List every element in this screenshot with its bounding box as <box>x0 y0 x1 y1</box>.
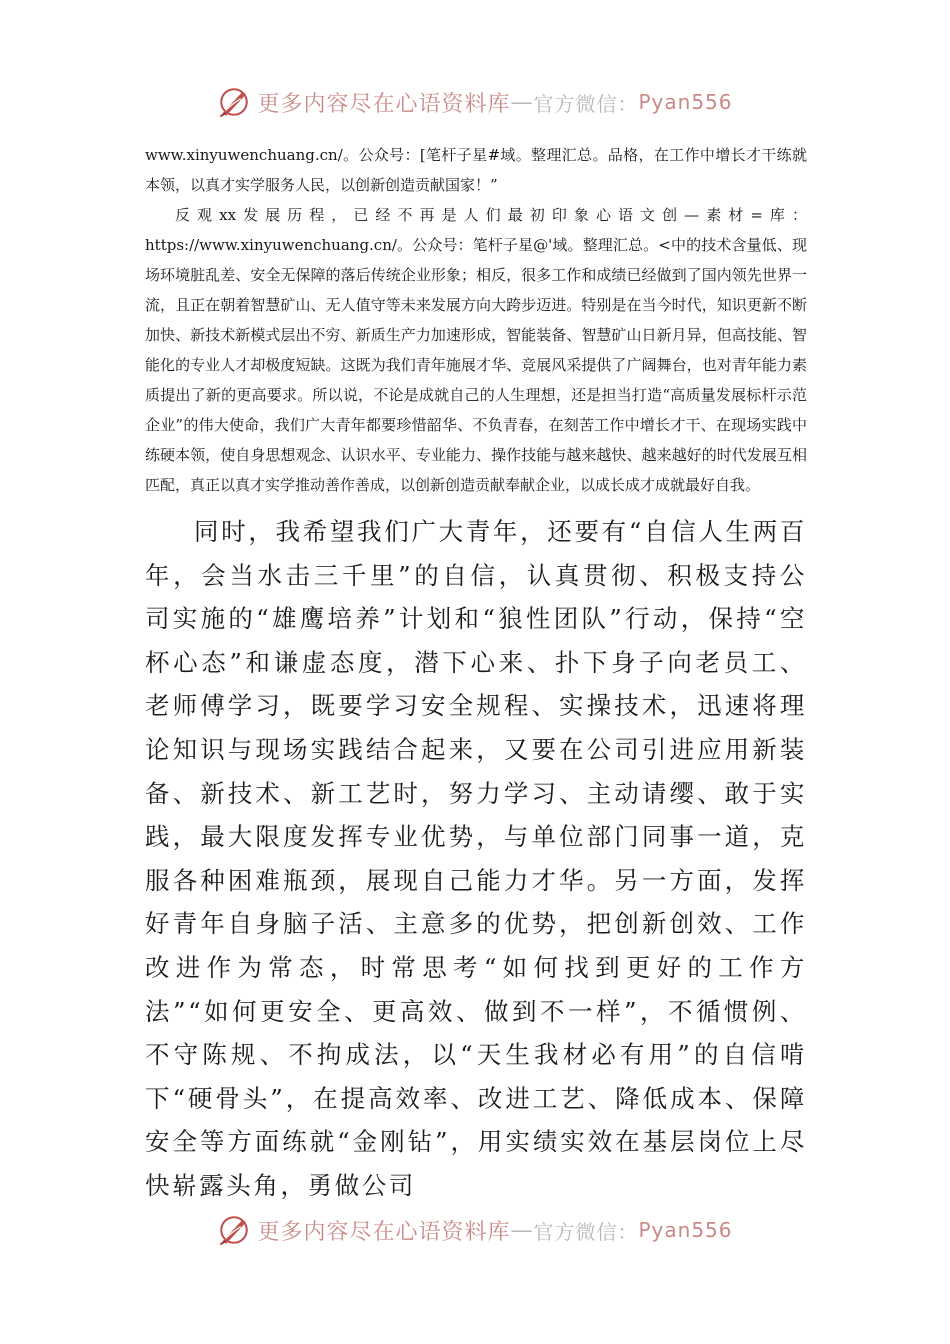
banner-wechat-label: 官方微信： <box>533 91 639 116</box>
banner-title: 更多内容尽在心语资料库 <box>257 1219 511 1245</box>
banner-dash: — <box>510 1217 534 1243</box>
banner-wechat-id: Pyan556 <box>638 1218 733 1242</box>
footer-banner <box>0 1210 950 1250</box>
paragraph-3: 同时，我希望我们广大青年，还要有“自信人生两百年，会当水击三千里”的自信，认真贯彻、积极支持公司实施的“雄鹰培养”计划和“狼性团队”行动，保持“空杯心态”和谦虚态度，潜下心来、扑下身子向老员工、老师傅学习，既要学习安全规程、实操技术，迅速将理论知识与现场实践结合起来，又要在公司引进应用新装备、新技术、新工艺时，努力学习、主动请缨、敢于实践，最大限度发挥专业优势，与单位部门同事一道，克服各种困难瓶颈，展现自己能力才华。另一方面，发挥好青年自身脑子活、主意多的优势，把创新创效、工作改进作为常态，时常思考“如何找到更好的工作方法”“如何更安全、更高效、做到不一样”，不循惯例、不守陈规、不拘成法，以“天生我材必有用”的自信啃下“硬骨头”，在提高效率、改进工艺、降低成本、保障安全等方面练就“金刚钻”，用实绩实效在基层岗位上尽快崭露头角，勇做公司 <box>145 517 807 1200</box>
paragraph-2: 反观xx发展历程，已经不再是人们最初印象心语文创—素材=库：https://www.xinyuwenchuang.cn/。公众号：笔杆子星@'域。整理汇总。<中的技术含量低、现场环境脏乱差、安全无保障的落后传统企业形象；相反，很多工作和成绩已经做到了国内领先世界一流，且正在朝着智慧矿山、无人值守等未来发展方向大跨步迈进。特别是在当今时代，知识更新不断加快、新技术新模式层出不穷、新质生产力加速形成，智能装备、智慧矿山日新月异，但高技能、智能化的专业人才却极度短缺。这既为我们青年施展才华、竞展风采提供了广阔舞台，也对青年能力素质提出了新的更高要求。所以说，不论是成就自己的人生理想，还是担当打造“高质量发展标杆示范企业”的伟大使命，我们广大青年都要珍惜韶华、不负青春，在刻苦工作中增长才干、在现场实践中练硬本领，使自身思想观念、认识水平、专业能力、操作技能与越来越快、越来越好的时代发展互相匹配，真正以真才实学推动善作善成，以创新创造贡献奉献企业，以成长成才成就最好自我。 <box>145 206 807 494</box>
paragraph-1: www.xinyuwenchuang.cn/。公众号：[笔杆子星#域。整理汇总。品格，在工作中增长才干练就本领，以真才实学服务人民，以创新创造贡献国家！” <box>145 146 807 194</box>
header-banner <box>0 82 950 122</box>
pen-logo-icon <box>217 85 251 119</box>
banner-dash: — <box>510 89 534 115</box>
banner-wechat-label: 官方微信： <box>533 1219 639 1244</box>
pen-logo-icon <box>217 1213 251 1247</box>
document-body <box>145 140 807 1208</box>
banner-wechat-id: Pyan556 <box>638 90 733 114</box>
banner-title: 更多内容尽在心语资料库 <box>257 91 511 117</box>
